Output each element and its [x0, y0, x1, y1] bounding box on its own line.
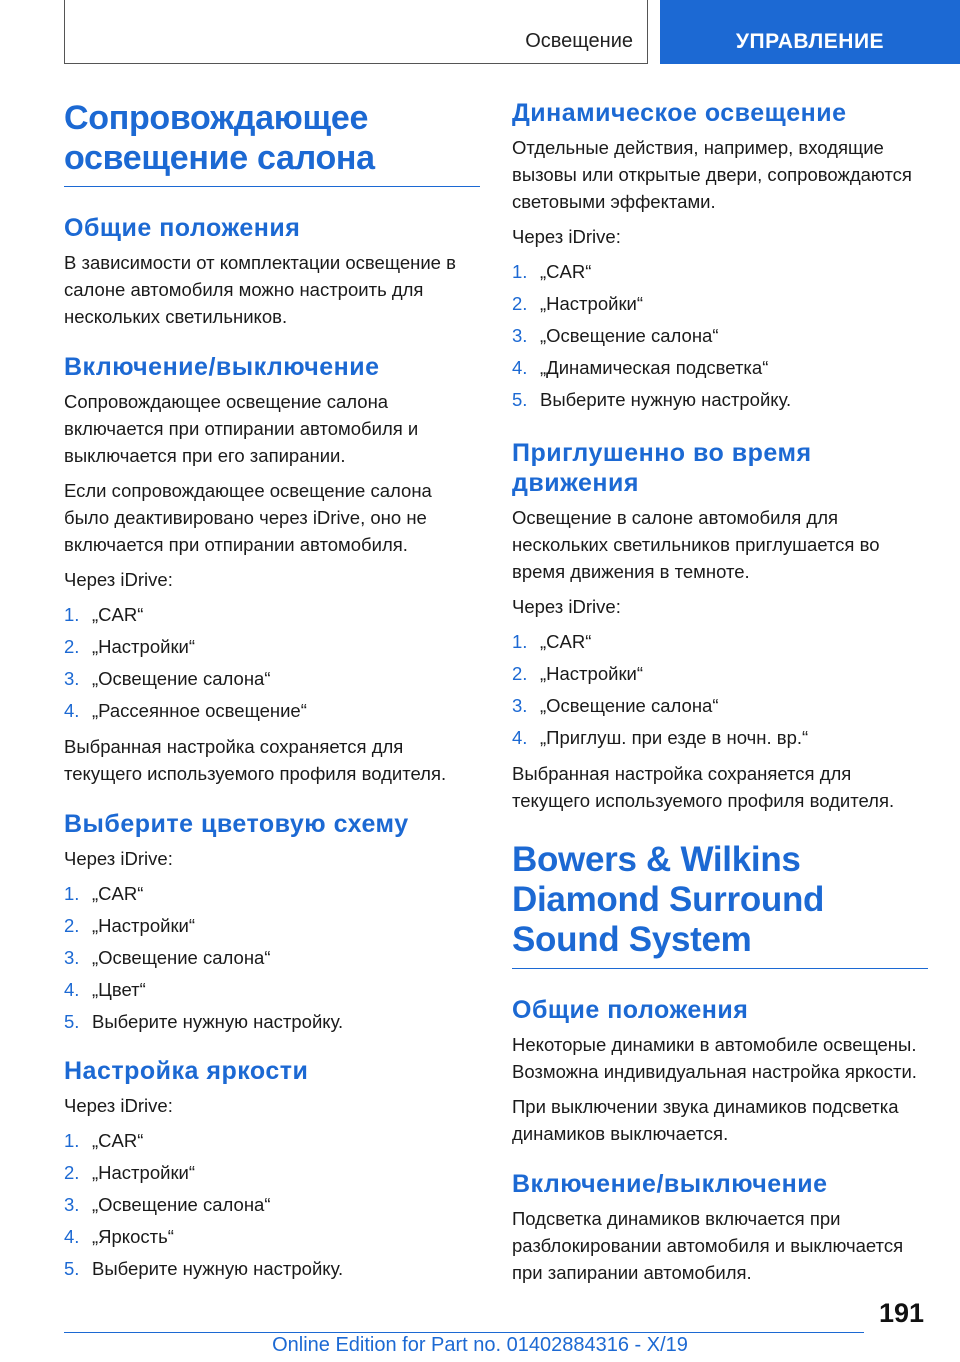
page-number: 191	[878, 1298, 924, 1328]
step-number: 1.	[512, 261, 528, 282]
step-text: Выберите нужную настройку.	[92, 1258, 344, 1279]
onoff-steps	[64, 599, 480, 727]
step-text: „Освещение салона“	[540, 695, 719, 716]
list-item	[64, 599, 480, 631]
via-idrive-label: Через iDrive:	[512, 596, 621, 617]
right-column	[512, 98, 928, 1286]
list-item	[64, 1157, 480, 1189]
list-item	[64, 974, 480, 1006]
page-title: Сопровождающее освещение салона	[64, 98, 480, 187]
step-number: 4.	[64, 979, 80, 1000]
onoff-note: Выбранная настройка сохраняется для текущего используемого профиля водителя.	[64, 736, 447, 784]
dim-steps	[512, 626, 928, 754]
list-item	[64, 942, 480, 974]
step-number: 1.	[64, 883, 80, 904]
step-text: „Освещение салона“	[92, 668, 271, 689]
step-text: „Настройки“	[92, 636, 196, 657]
dynamic-steps	[512, 256, 928, 416]
header-chapter-tab	[660, 0, 960, 64]
brightness-heading: Настройка яркости	[64, 1057, 309, 1085]
onoff-text-2: Если сопровождающее освещение салона было деактивировано через iDrive, оно не включается при отпирании автомобиля.	[64, 480, 432, 555]
step-number: 3.	[512, 695, 528, 716]
dim-text: Освещение в салоне автомобиля для нескольких светильников приглушается во время движения в темноте.	[512, 507, 880, 582]
step-number: 5.	[512, 389, 528, 410]
step-number: 4.	[64, 700, 80, 721]
via-idrive-label: Через iDrive:	[512, 226, 621, 247]
list-item	[64, 1253, 480, 1285]
step-text: „Освещение салона“	[92, 947, 271, 968]
step-text: „CAR“	[540, 261, 592, 282]
list-item	[64, 695, 480, 727]
step-text: „Приглуш. при езде в ночн. вр.“	[540, 727, 809, 748]
color-heading: Выберите цветовую схему	[64, 810, 409, 838]
step-number: 3.	[512, 325, 528, 346]
list-item	[512, 658, 928, 690]
step-number: 2.	[64, 915, 80, 936]
step-text: „CAR“	[92, 604, 144, 625]
dim-heading: Приглушенно во время движения	[512, 439, 812, 497]
list-item	[64, 1006, 480, 1038]
header-box	[64, 0, 648, 64]
step-text: „Цвет“	[92, 979, 146, 1000]
onoff-text-1: Сопровождающее освещение салона включается при отпирании автомобиля и выключается при его запирании.	[64, 391, 419, 466]
general-heading: Общие положения	[64, 214, 301, 242]
brightness-steps	[64, 1125, 480, 1285]
footer-divider	[64, 1332, 864, 1333]
onoff-heading: Включение/выключение	[64, 353, 380, 381]
step-number: 5.	[64, 1258, 80, 1279]
via-idrive-label: Через iDrive:	[64, 569, 173, 590]
bw-general-heading: Общие положения	[512, 996, 749, 1024]
step-text: „CAR“	[92, 883, 144, 904]
dim-note: Выбранная настройка сохраняется для текущего используемого профиля водителя.	[512, 763, 895, 811]
step-number: 2.	[64, 1162, 80, 1183]
bw-onoff-text: Подсветка динамиков включается при разблокировании автомобиля и выключается при запирании автомобиля.	[512, 1208, 904, 1283]
footer-edition[interactable]: Online Edition for Part no. 01402884316 - X/19	[272, 1334, 688, 1356]
list-item	[512, 690, 928, 722]
list-item	[512, 352, 928, 384]
step-number: 4.	[512, 727, 528, 748]
step-number: 1.	[512, 631, 528, 652]
step-number: 3.	[64, 1194, 80, 1215]
list-item	[512, 256, 928, 288]
via-idrive-label: Через iDrive:	[64, 848, 173, 869]
header-section-title: Освещение	[525, 30, 633, 52]
step-text: „Яркость“	[92, 1226, 174, 1247]
step-number: 1.	[64, 604, 80, 625]
step-text: „Настройки“	[540, 663, 644, 684]
header-chapter-label: УПРАВЛЕНИЕ	[735, 30, 885, 53]
bw-title: Bowers & Wilkins Diamond Surround Sound System	[512, 840, 928, 969]
left-column	[64, 98, 480, 1285]
step-number: 2.	[512, 663, 528, 684]
step-text: „Настройки“	[92, 1162, 196, 1183]
list-item	[512, 722, 928, 754]
step-text: „CAR“	[92, 1130, 144, 1151]
step-text: „Освещение салона“	[92, 1194, 271, 1215]
via-idrive-label: Через iDrive:	[64, 1095, 173, 1116]
bw-general-text-2: При выключении звука динамиков подсветка динамиков выключается.	[512, 1096, 899, 1144]
list-item	[512, 288, 928, 320]
list-item	[64, 1221, 480, 1253]
step-number: 3.	[64, 668, 80, 689]
step-text: „CAR“	[540, 631, 592, 652]
list-item	[64, 1189, 480, 1221]
list-item	[64, 663, 480, 695]
step-text: „Рассеянное освещение“	[92, 700, 307, 721]
list-item	[64, 878, 480, 910]
step-text: Выберите нужную настройку.	[92, 1011, 344, 1032]
dynamic-heading: Динамическое освещение	[512, 99, 847, 127]
step-text: „Настройки“	[540, 293, 644, 314]
list-item	[512, 384, 928, 416]
step-text: „Динамическая подсветка“	[540, 357, 769, 378]
step-number: 5.	[64, 1011, 80, 1032]
list-item	[512, 626, 928, 658]
list-item	[64, 1125, 480, 1157]
step-text: „Освещение салона“	[540, 325, 719, 346]
color-steps	[64, 878, 480, 1038]
step-number: 3.	[64, 947, 80, 968]
bw-onoff-heading: Включение/выключение	[512, 1170, 828, 1198]
dynamic-text: Отдельные действия, например, входящие вызовы или открытые двери, сопровождаются световыми эффектами.	[512, 137, 912, 212]
list-item	[64, 631, 480, 663]
step-text: „Настройки“	[92, 915, 196, 936]
bw-general-text-1: Некоторые динамики в автомобиле освещены. Возможна индивидуальная настройка яркости.	[512, 1034, 917, 1082]
general-text: В зависимости от комплектации освещение в салоне автомобиля можно настроить для нескольких светильников.	[64, 252, 456, 327]
step-number: 2.	[512, 293, 528, 314]
list-item	[512, 320, 928, 352]
step-text: Выберите нужную настройку.	[540, 389, 792, 410]
step-number: 2.	[64, 636, 80, 657]
step-number: 4.	[64, 1226, 80, 1247]
list-item	[64, 910, 480, 942]
step-number: 4.	[512, 357, 528, 378]
step-number: 1.	[64, 1130, 80, 1151]
